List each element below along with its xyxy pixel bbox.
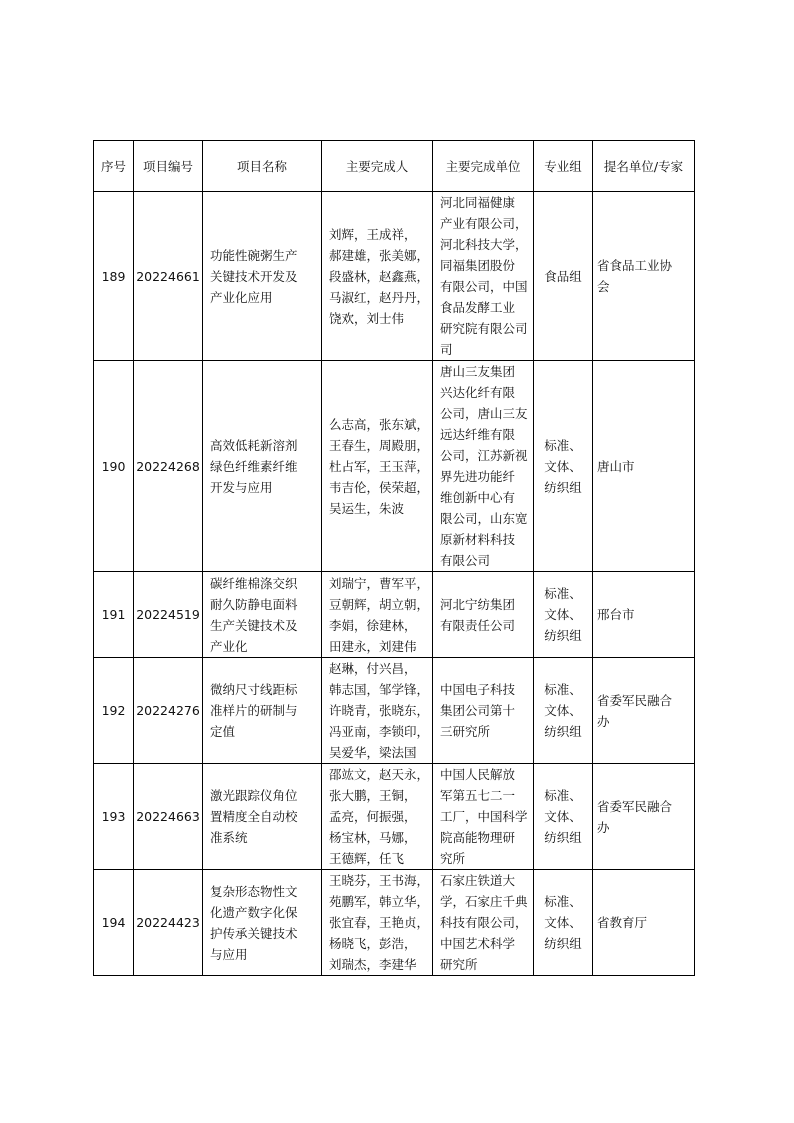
unit-line: 河北宁纺集团 (440, 596, 516, 612)
people-line: 刘瑞杰，李建华 (329, 957, 417, 972)
name-line: 绿色纤维素纤维 (210, 458, 298, 474)
name-line: 产业化 (210, 638, 248, 654)
group-line: 标准、 (544, 682, 582, 697)
people-line: 田建永，刘建伟 (329, 638, 417, 654)
header-num: 序号 (94, 141, 134, 192)
name-line: 微纳尺寸线距标 (210, 682, 298, 697)
name-line: 化遗产数字化保 (210, 904, 298, 920)
unit-line: 公司，唐山三友 (440, 406, 528, 421)
unit-line: 产业有限公司， (440, 216, 528, 231)
org-line: 省委军民融合 (597, 692, 673, 708)
unit-line: 维创新中心有 (440, 490, 516, 505)
cell-people (322, 192, 433, 361)
cell-unit (433, 764, 534, 870)
people-line: 张宜春，王艳贞， (329, 915, 430, 930)
people-line: 王德辉，任飞 (329, 851, 405, 866)
unit-line: 学，石家庄千典 (440, 894, 528, 909)
unit-line: 三研究所 (440, 724, 491, 739)
unit-line: 院高能物理研 (440, 830, 516, 845)
unit-line: 公司，江苏新视 (440, 448, 528, 463)
cell-num: 189 (94, 192, 134, 361)
cell-org (593, 870, 695, 976)
unit-line: 中国艺术科学 (440, 936, 516, 951)
cell-num: 193 (94, 764, 134, 870)
unit-line: 界先进功能纤 (440, 469, 516, 484)
cell-name (203, 870, 322, 976)
header-unit: 主要完成单位 (433, 141, 534, 192)
org-line: 省教育厅 (597, 915, 648, 930)
unit-line: 兴达化纤有限 (440, 385, 516, 400)
group-line: 文体、 (544, 458, 582, 474)
table-row (94, 658, 695, 764)
cell-people (322, 572, 433, 658)
name-line: 与应用 (210, 946, 248, 962)
header-name: 项目名称 (203, 141, 322, 192)
cell-group (534, 658, 593, 764)
people-line: 王晓芬，王书海， (329, 873, 430, 888)
cell-code: 20224276 (134, 658, 203, 764)
unit-line: 石家庄铁道大 (440, 873, 516, 888)
group-line: 标准、 (544, 788, 582, 803)
group-line: 纺织组 (544, 479, 582, 495)
group-line: 文体、 (544, 915, 582, 930)
people-line: 段盛林，赵鑫燕， (329, 268, 430, 284)
cell-code: 20224268 (134, 361, 203, 572)
group-line: 纺织组 (544, 936, 582, 951)
cell-people (322, 361, 433, 572)
name-line: 准样片的研制与 (210, 703, 298, 718)
cell-unit (433, 192, 534, 361)
org-line: 邢台市 (597, 607, 635, 622)
people-line: 韩志国，邹学锋， (329, 682, 430, 697)
project-table (93, 140, 695, 976)
cell-name (203, 361, 322, 572)
people-line: 张大鹏，王铜， (329, 788, 417, 803)
cell-num: 194 (94, 870, 134, 976)
cell-num: 190 (94, 361, 134, 572)
name-line: 定值 (210, 724, 236, 739)
name-line: 关键技术开发及 (210, 268, 298, 284)
cell-code: 20224663 (134, 764, 203, 870)
cell-group (534, 361, 593, 572)
name-line: 生产关键技术及 (210, 617, 298, 633)
cell-unit (433, 658, 534, 764)
org-line: 办 (597, 713, 610, 729)
unit-line: 同福集团股份 (440, 258, 516, 273)
unit-line: 有限责任公司 (440, 617, 516, 633)
unit-line: 远达纤维有限 (440, 427, 516, 442)
people-line: 李娟，徐建林， (329, 617, 417, 633)
name-line: 高效低耗新溶剂 (210, 437, 298, 453)
cell-org (593, 764, 695, 870)
group-line: 文体、 (544, 703, 582, 718)
cell-group (534, 764, 593, 870)
name-line: 护传承关键技术 (210, 925, 298, 941)
people-line: 么志高，张东斌， (329, 416, 430, 432)
people-line: 刘辉，王成祥， (329, 226, 417, 242)
cell-org (593, 192, 695, 361)
table-row (94, 764, 695, 870)
name-line: 置精度全自动校 (210, 809, 298, 824)
unit-line: 限公司，山东宽 (440, 511, 528, 526)
group-line: 标准、 (544, 586, 582, 601)
header-row (94, 141, 695, 192)
unit-line: 集团公司第十 (440, 703, 516, 718)
header-code: 项目编号 (134, 141, 203, 192)
people-line: 吴运生，朱波 (329, 500, 405, 516)
group-line: 标准、 (544, 437, 582, 453)
cell-code: 20224423 (134, 870, 203, 976)
table-row (94, 572, 695, 658)
cell-name (203, 572, 322, 658)
cell-code: 20224519 (134, 572, 203, 658)
unit-line: 科技有限公司， (440, 915, 528, 930)
cell-people (322, 658, 433, 764)
org-line: 省食品工业协 (597, 258, 673, 273)
group-line: 纺织组 (544, 724, 582, 739)
cell-group (534, 870, 593, 976)
cell-people (322, 764, 433, 870)
org-line: 唐山市 (597, 458, 635, 474)
unit-line: 河北同福健康 (440, 195, 516, 210)
unit-line: 唐山三友集团 (440, 364, 516, 379)
cell-unit (433, 361, 534, 572)
org-line: 办 (597, 819, 610, 835)
people-line: 马淑红，赵丹丹， (329, 289, 430, 305)
group-line: 标准、 (544, 894, 582, 909)
group-line: 文体、 (544, 809, 582, 824)
people-line: 杨宝林，马娜， (329, 830, 417, 845)
cell-num: 191 (94, 572, 134, 658)
people-line: 赵琳，付兴昌， (329, 661, 417, 676)
unit-line: 中国人民解放 (440, 767, 516, 782)
org-line: 省委军民融合 (597, 798, 673, 814)
group-line: 食品组 (544, 268, 582, 284)
table-body (94, 192, 695, 976)
name-line: 碳纤维棉涤交织 (210, 575, 298, 591)
name-line: 产业化应用 (210, 289, 273, 305)
table-row (94, 870, 695, 976)
group-line: 纺织组 (544, 830, 582, 845)
header-org: 提名单位/专家 (593, 141, 695, 192)
unit-line: 司 (440, 342, 453, 357)
unit-line: 原新材料科技 (440, 532, 516, 547)
people-line: 郝建雄，张美娜， (329, 247, 430, 263)
cell-group (534, 572, 593, 658)
unit-line: 河北科技大学， (440, 237, 528, 252)
cell-unit (433, 572, 534, 658)
cell-org (593, 361, 695, 572)
people-line: 杜占军，王玉萍， (329, 458, 430, 474)
unit-line: 有限公司 (440, 553, 491, 568)
cell-num: 192 (94, 658, 134, 764)
cell-name (203, 658, 322, 764)
people-line: 豆朝辉，胡立朝， (329, 596, 430, 612)
people-line: 杨晓飞，彭浩， (329, 936, 417, 951)
people-line: 饶欢，刘士伟 (329, 310, 405, 326)
people-line: 吴爱华，梁法国 (329, 745, 417, 760)
cell-name (203, 192, 322, 361)
people-line: 冯亚南，李锁印， (329, 724, 430, 739)
people-line: 刘瑞宁，曹军平， (329, 575, 430, 591)
name-line: 功能性碗粥生产 (210, 247, 298, 263)
header-people: 主要完成人 (322, 141, 433, 192)
cell-code: 20224661 (134, 192, 203, 361)
unit-line: 研究所 (440, 957, 478, 972)
people-line: 王春生，周殿朋， (329, 437, 430, 453)
table-row (94, 361, 695, 572)
unit-line: 究所 (440, 851, 466, 866)
unit-line: 军第五七二一 (440, 788, 516, 803)
unit-line: 工厂，中国科学 (440, 809, 528, 824)
people-line: 邵竑文，赵天永， (329, 767, 430, 782)
header-group: 专业组 (534, 141, 593, 192)
unit-line: 食品发酵工业 (440, 300, 516, 315)
people-line: 苑鹏军，韩立华， (329, 894, 430, 909)
cell-name (203, 764, 322, 870)
unit-line: 中国电子科技 (440, 682, 516, 697)
name-line: 开发与应用 (210, 479, 273, 495)
unit-line: 研究院有限公司 (440, 321, 528, 336)
org-line: 会 (597, 279, 610, 294)
table-row (94, 192, 695, 361)
people-line: 许晓青，张晓东， (329, 703, 430, 718)
cell-org (593, 572, 695, 658)
group-line: 文体、 (544, 607, 582, 622)
cell-group (534, 192, 593, 361)
people-line: 孟亮，何振强， (329, 809, 417, 824)
group-line: 纺织组 (544, 628, 582, 643)
unit-line: 有限公司，中国 (440, 279, 528, 294)
cell-people (322, 870, 433, 976)
people-line: 韦吉伦，侯荣超， (329, 479, 430, 495)
name-line: 准系统 (210, 830, 248, 845)
name-line: 耐久防静电面料 (210, 596, 298, 612)
name-line: 激光跟踪仪角位 (210, 788, 298, 803)
cell-org (593, 658, 695, 764)
name-line: 复杂形态物性文 (210, 883, 298, 899)
cell-unit (433, 870, 534, 976)
